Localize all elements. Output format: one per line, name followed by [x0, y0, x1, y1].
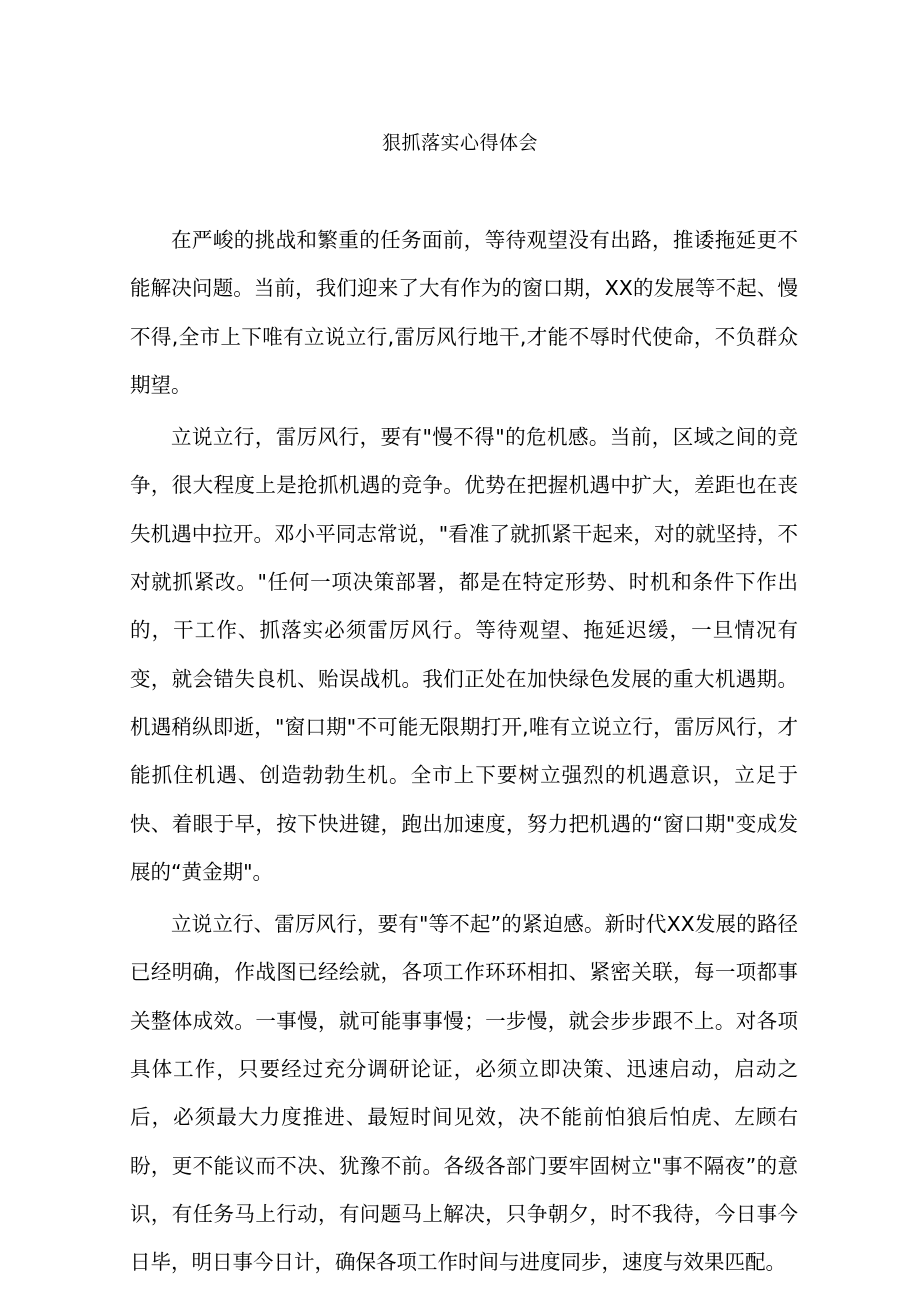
- document-body: [130, 216, 798, 1291]
- paragraph-1: 在严峻的挑战和繁重的任务面前，等待观望没有出路，推诿拖延更不能解决问题。当前，我们迎来了大有作为的窗口期，XX的发展等不起、慢不得,全市上下唯有立说立行,雷厉风行地干,才能不辱时代使命，不负群众期望。: [130, 228, 798, 397]
- paragraph-2: 立说立行，雷厉风行，要有"慢不得"的危机感。当前，区域之间的竞争，很大程度上是抢抓机遇的竞争。优势在把握机遇中扩大，差距也在丧失机遇中拉开。邓小平同志常说，"看准了就抓紧干起来，对的就坚持，不对就抓紧改。"任何一项决策部署，都是在特定形势、时机和条件下作出的，干工作、抓落实必须雷厉风行。等待观望、拖延迟缓，一旦情况有变，就会错失良机、贻误战机。我们正处在加快绿色发展的重大机遇期。机遇稍纵即逝，"窗口期"不可能无限期打开,唯有立说立行，雷厉风行，才能抓住机遇、创造勃勃生机。全市上下要树立强烈的机遇意识，立足于快、着眼于早，按下快进键，跑出加速度，努力把机遇的“窗口期"变成发展的“黄金期"。: [130, 425, 798, 884]
- paragraph-3: 立说立行、雷厉风行，要有"等不起”的紧迫感。新时代XX发展的路径已经明确，作战图已经绘就，各项工作环环相扣、紧密关联，每一项都事关整体成效。一事慢，就可能事事慢；一步慢，就会步步跟不上。对各项具体工作，只要经过充分调研论证，必须立即决策、迅速启动，启动之后，必须最大力度推进、最短时间见效，决不能前怕狼后怕虎、左顾右盼，更不能议而不决、犹豫不前。各级各部门要牢固树立"事不隔夜”的意识，有任务马上行动，有问题马上解决，只争朝夕，时不我待，今日事今日毕，明日事今日计，确保各项工作时间与进度同步，速度与效果匹配。: [130, 912, 798, 1275]
- document-title: 狠抓落实心得体会: [381, 132, 538, 154]
